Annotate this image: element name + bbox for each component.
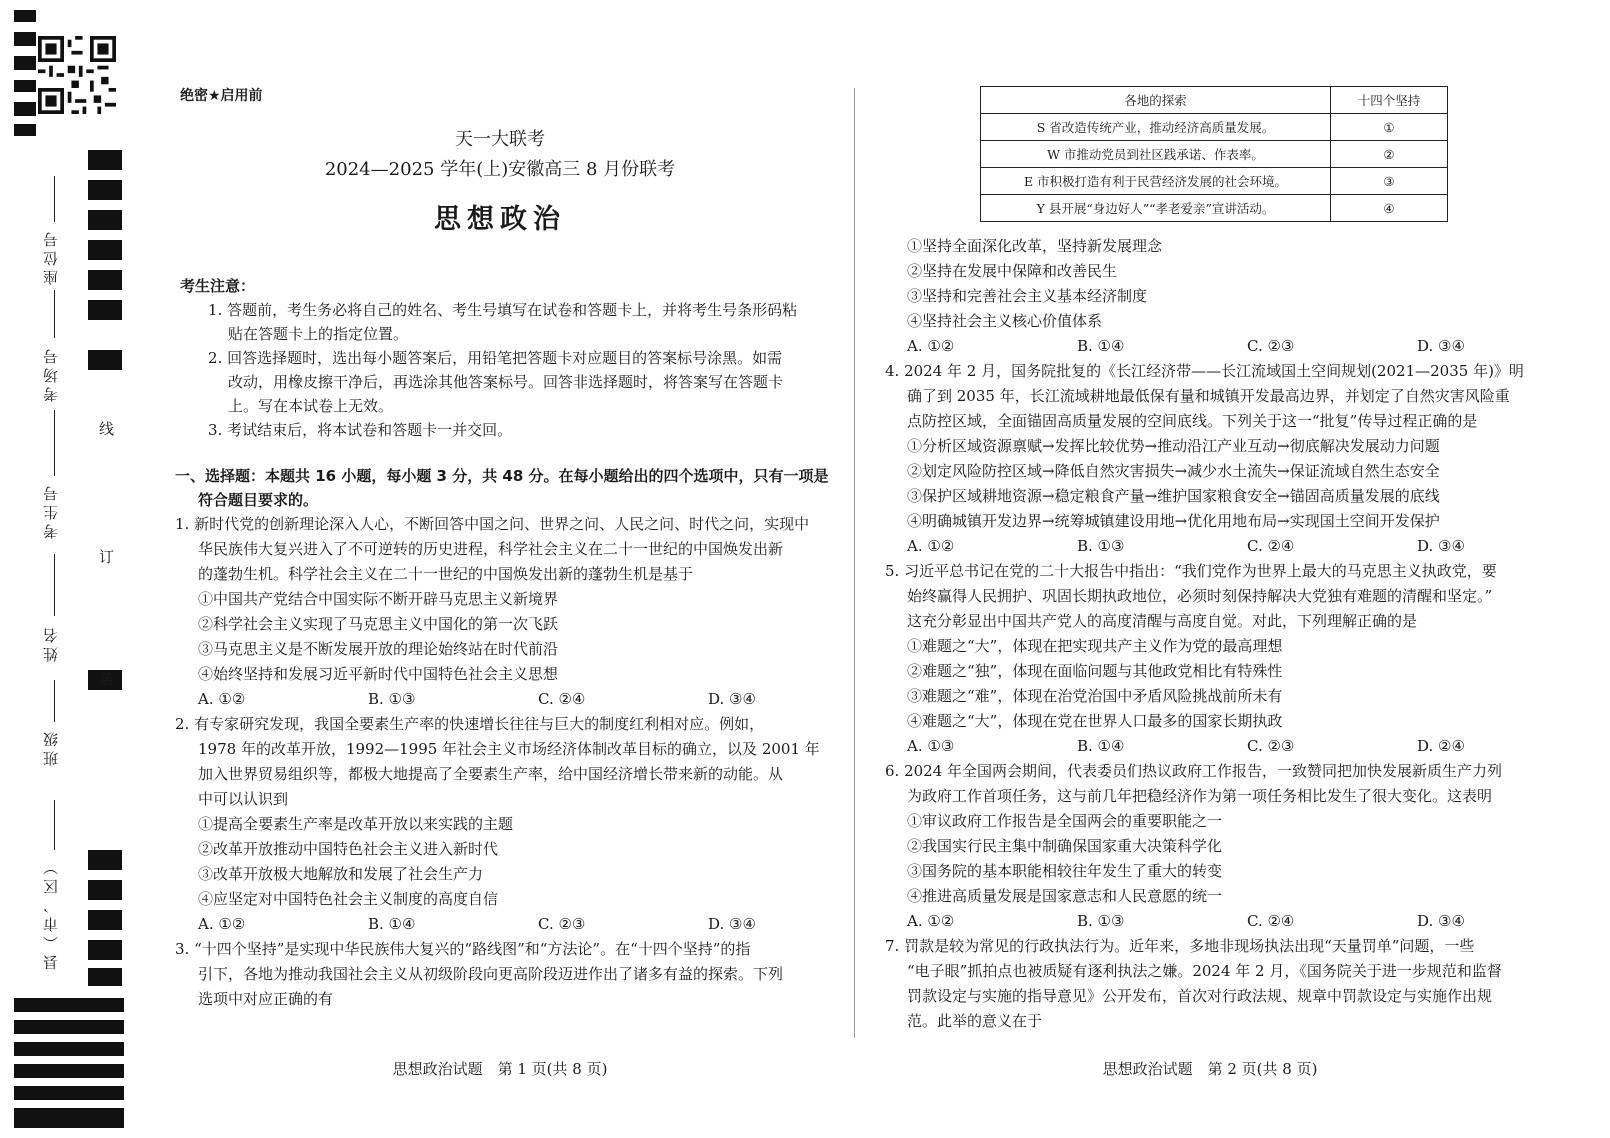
table-cell: ① xyxy=(1331,114,1448,141)
table-cell: ④ xyxy=(1331,195,1448,222)
option-d[interactable]: D. ③④ xyxy=(1417,912,1465,930)
q7-stem: “电子眼”抓拍点也被质疑有逐利执法之嫌。2024 年 2 月，《国务院关于进一步规范和监督 xyxy=(907,962,1502,980)
q7-stem: 罚款设定与实施的指导意见》公开发布，首次对行政法规、规章中罚款设定与实施作出规 xyxy=(907,987,1493,1005)
table-row xyxy=(981,168,1448,195)
table-cell: E 市积极打造有利于民营经济发展的社会环境。 xyxy=(981,168,1331,195)
field-room: 考场号 xyxy=(42,345,60,402)
notice-line: 2. 回答选择题时，选出每小题答案后，用铅笔把答题卡对应题目的答案标号涂黑。如需 xyxy=(208,349,783,367)
q3-options xyxy=(907,336,1587,356)
option-d[interactable]: D. ②④ xyxy=(1417,737,1465,755)
q7-stem: 范。此举的意义在于 xyxy=(907,1012,1043,1030)
barcode-left xyxy=(14,10,36,150)
table-row xyxy=(981,195,1448,222)
q2-item: ①提高全要素生产率是改革开放以来实践的主题 xyxy=(198,815,514,833)
q3-stem: 选项中对应正确的有 xyxy=(198,990,334,1008)
qr-code-icon xyxy=(38,36,116,114)
option-c[interactable]: C. ②④ xyxy=(1247,912,1295,930)
option-d[interactable]: D. ③④ xyxy=(708,915,756,933)
q7-stem: 7. 罚款是较为常见的行政执法行为。近年来，多地非现场执法出现“天量罚单”问题，一些 xyxy=(885,937,1475,955)
q5-options xyxy=(907,736,1587,756)
cut-mark-bind: 装 xyxy=(99,670,115,688)
subject-title: 思想政治 xyxy=(434,204,566,235)
q3-item: ④坚持社会主义核心价值体系 xyxy=(907,312,1103,330)
q4-item: ③保护区域耕地资源→稳定粮食产量→维护国家粮食安全→锚固高质量发展的底线 xyxy=(907,487,1440,505)
binding-strip xyxy=(0,0,130,1138)
q4-stem: 点防控区域，全面锚固高质量发展的空间底线。下列关于这一“批复”传导过程正确的是 xyxy=(907,412,1478,430)
option-b[interactable]: B. ①③ xyxy=(368,690,416,708)
option-c[interactable]: C. ②④ xyxy=(1247,537,1295,555)
q5-stem: 5. 习近平总书记在党的二十大报告中指出：“我们党作为世界上最大的马克思主义执政党，要 xyxy=(885,562,1497,580)
field-line[interactable] xyxy=(54,290,55,338)
option-a[interactable]: A. ①② xyxy=(907,337,955,355)
field-line[interactable] xyxy=(54,800,55,850)
option-b[interactable]: B. ①④ xyxy=(1077,337,1125,355)
q4-item: ①分析区域资源禀赋→发挥比较优势→推动沿江产业互动→彻底解决发展动力问题 xyxy=(907,437,1440,455)
q2-item: ②改革开放推动中国特色社会主义进入新时代 xyxy=(198,840,499,858)
option-c[interactable]: C. ②③ xyxy=(1247,737,1295,755)
option-b[interactable]: B. ①③ xyxy=(1077,912,1125,930)
option-a[interactable]: A. ①② xyxy=(198,915,246,933)
page-footer: 思想政治试题 第 2 页(共 8 页) xyxy=(1102,1060,1318,1078)
field-line[interactable] xyxy=(54,176,55,222)
notice-line: 3. 考试结束后，将本试卷和答题卡一并交回。 xyxy=(208,421,513,439)
q3-item: ②坚持在发展中保障和改善民生 xyxy=(907,262,1118,280)
notice-line: 贴在答题卡上的指定位置。 xyxy=(228,325,409,343)
q5-stem: 这充分彰显出中国共产党人的高度清醒与高度自觉。对此，下列理解正确的是 xyxy=(907,612,1418,630)
option-a[interactable]: A. ①③ xyxy=(907,737,955,755)
option-a[interactable]: A. ①② xyxy=(907,912,955,930)
exam-title: 2024—2025 学年(上)安徽高三 8 月份联考 xyxy=(324,159,676,180)
table-header: 各地的探索 xyxy=(981,87,1331,114)
q2-stem: 1978 年的改革开放，1992—1995 年社会主义市场经济体制改革目标的确立，以及 2001 年 xyxy=(198,740,820,758)
q2-stem: 中可以认识到 xyxy=(198,790,289,808)
q6-options xyxy=(907,911,1587,931)
binding-rail xyxy=(88,150,122,986)
page-footer: 思想政治试题 第 1 页(共 8 页) xyxy=(392,1060,608,1078)
q2-stem: 加入世界贸易组织等，都极大地提高了全要素生产率，给中国经济增长带来新的动能。从 xyxy=(198,765,784,783)
table-header: 十四个坚持 xyxy=(1331,87,1448,114)
q6-item: ③国务院的基本职能相较往年发生了重大的转变 xyxy=(907,862,1223,880)
q2-stem: 2. 有专家研究发现，我国全要素生产率的快速增长往往与巨大的制度红利相对应。例如， xyxy=(175,715,765,733)
q1-stem: 的蓬勃生机。科学社会主义在二十一世纪的中国焕发出新的蓬勃生机是基于 xyxy=(198,565,694,583)
q5-item: ②难题之“独”，体现在面临问题与其他政党相比有特殊性 xyxy=(907,662,1283,680)
q1-item: ②科学社会主义实现了马克思主义中国化的第一次飞跃 xyxy=(198,615,559,633)
field-candidate-no: 考生号 xyxy=(42,482,60,539)
cut-mark-line: 线 xyxy=(99,420,115,438)
table-cell: S 省改造传统产业，推动经济高质量发展。 xyxy=(981,114,1331,141)
exploration-table xyxy=(980,86,1448,222)
q1-options xyxy=(198,689,878,709)
table-cell: Y 县开展“身边好人”“孝老爱亲”宣讲活动。 xyxy=(981,195,1331,222)
q1-item: ③马克思主义是不断发展开放的理论始终站在时代前沿 xyxy=(198,640,559,658)
q3-item: ①坚持全面深化改革，坚持新发展理念 xyxy=(907,237,1163,255)
q5-item: ①难题之“大”，体现在把实现共产主义作为党的最高理想 xyxy=(907,637,1283,655)
q6-item: ②我国实行民主集中制确保国家重大决策科学化 xyxy=(907,837,1223,855)
q6-item: ①审议政府工作报告是全国两会的重要职能之一 xyxy=(907,812,1223,830)
notice-line: 1. 答题前，考生务必将自己的姓名、考生号填写在试卷和答题卡上，并将考生号条形码粘 xyxy=(208,301,798,319)
q2-item: ④应坚定对中国特色社会主义制度的高度自信 xyxy=(198,890,499,908)
field-seat: 座位号 xyxy=(42,228,60,285)
notice-line: 改动，用橡皮擦干净后，再选涂其他答案标号。回答非选择题时，将答案写在答题卡 xyxy=(228,373,784,391)
q1-item: ①中国共产党结合中国实际不断开辟马克思主义新境界 xyxy=(198,590,559,608)
option-d[interactable]: D. ③④ xyxy=(1417,337,1465,355)
table-cell: ② xyxy=(1331,141,1448,168)
option-c[interactable]: C. ②③ xyxy=(538,915,586,933)
field-line[interactable] xyxy=(54,680,55,722)
org-title: 天一大联考 xyxy=(455,129,545,150)
table-header-row xyxy=(981,87,1448,114)
q1-stem: 华民族伟大复兴进入了不可逆转的历史进程，科学社会主义在二十一世纪的中国焕发出新 xyxy=(198,540,784,558)
option-a[interactable]: A. ①② xyxy=(198,690,246,708)
option-c[interactable]: C. ②③ xyxy=(1247,337,1295,355)
q4-item: ②划定风险防控区域→降低自然灾害损失→减少水土流失→保证流域自然生态安全 xyxy=(907,462,1440,480)
field-name: 姓名 xyxy=(42,624,60,662)
option-d[interactable]: D. ③④ xyxy=(1417,537,1465,555)
q3-stem: 3. “十四个坚持”是实现中华民族伟大复兴的“路线图”和“方法论”。在“十四个坚持”的指 xyxy=(175,940,751,958)
section-heading: 符合题目要求的。 xyxy=(198,491,319,509)
q4-stem: 确了到 2035 年，长江流域耕地最低保有量和城镇开发最高边界，并划定了自然灾害风险重 xyxy=(907,387,1510,405)
secret-label: 绝密★启用前 xyxy=(180,88,263,104)
q1-stem: 1. 新时代党的创新理论深入人心，不断回答中国之问、世界之问、人民之问、时代之问，实现中 xyxy=(175,515,810,533)
q4-options xyxy=(907,536,1587,556)
option-a[interactable]: A. ①② xyxy=(907,537,955,555)
notice-line: 上。写在本试卷上无效。 xyxy=(228,397,394,415)
cut-mark-staple: 订 xyxy=(99,548,115,566)
q3-item: ③坚持和完善社会主义基本经济制度 xyxy=(907,287,1148,305)
table-cell: ③ xyxy=(1331,168,1448,195)
q6-stem: 6. 2024 年全国两会期间，代表委员们热议政府工作报告，一致赞同把加快发展新质生产力列 xyxy=(885,762,1503,780)
option-d[interactable]: D. ③④ xyxy=(708,690,756,708)
field-county: 县（市、区） xyxy=(42,856,60,970)
table-row xyxy=(981,141,1448,168)
option-b[interactable]: B. ①④ xyxy=(368,915,416,933)
q5-item: ③难题之“难”，体现在治党治国中矛盾风险挑战前所未有 xyxy=(907,687,1283,705)
q2-item: ③改革开放极大地解放和发展了社会生产力 xyxy=(198,865,484,883)
notice-title: 考生注意： xyxy=(180,277,256,295)
field-line[interactable] xyxy=(54,410,55,476)
q3-stem: 引下，各地为推动我国社会主义从初级阶段向更高阶段迈进作出了诸多有益的探索。下列 xyxy=(198,965,784,983)
q4-stem: 4. 2024 年 2 月，国务院批复的《长江经济带——长江流域国土空间规划(2021—2035 年)》明 xyxy=(885,362,1524,380)
table-cell: W 市推动党员到社区践承诺、作表率。 xyxy=(981,141,1331,168)
q6-stem: 为政府工作首项任务，这与前几年把稳经济作为第一项任务相比发生了很大变化。这表明 xyxy=(907,787,1493,805)
option-c[interactable]: C. ②④ xyxy=(538,690,586,708)
q1-item: ④始终坚持和发展习近平新时代中国特色社会主义思想 xyxy=(198,665,559,683)
q4-item: ④明确城镇开发边界→统筹城镇建设用地→优化用地布局→实现国土空间开发保护 xyxy=(907,512,1440,530)
option-b[interactable]: B. ①③ xyxy=(1077,537,1125,555)
field-line[interactable] xyxy=(54,554,55,616)
q5-stem: 始终赢得人民拥护、巩固长期执政地位，必须时刻保持解决大党独有难题的清醒和坚定。” xyxy=(907,587,1493,605)
option-b[interactable]: B. ①④ xyxy=(1077,737,1125,755)
table-row xyxy=(981,114,1448,141)
field-class: 班级 xyxy=(42,728,60,766)
q2-options xyxy=(198,914,878,934)
section-heading: 一、选择题：本题共 16 小题，每小题 3 分，共 48 分。在每小题给出的四个选项中，只有一项是 xyxy=(175,467,829,485)
q5-item: ④难题之“大”，体现在党在世界人口最多的国家长期执政 xyxy=(907,712,1283,730)
q6-item: ④推进高质量发展是国家意志和人民意愿的统一 xyxy=(907,887,1223,905)
page-divider xyxy=(854,88,855,1038)
